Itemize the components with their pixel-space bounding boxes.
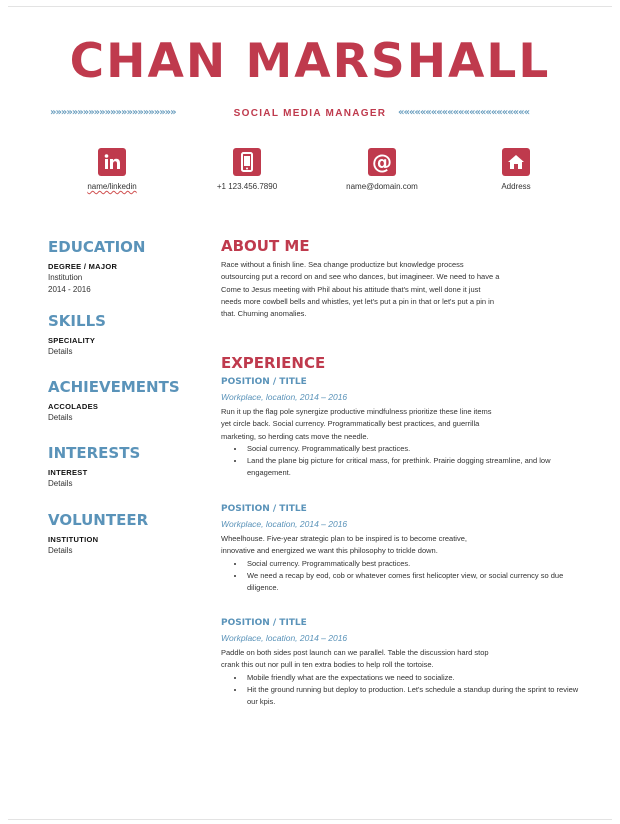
section-heading: VOLUNTEER [48, 511, 149, 529]
job-entry [221, 617, 589, 708]
job-bullets [221, 558, 589, 595]
bottom-border [8, 819, 612, 820]
section-heading: EDUCATION [48, 238, 146, 256]
experience-heading-wrap [221, 354, 589, 372]
section-heading: ACHIEVEMENTS [48, 378, 180, 396]
section-heading: INTERESTS [48, 444, 141, 462]
section-text: Details [48, 546, 73, 555]
interests-section [48, 444, 208, 490]
job-bullets [221, 672, 589, 709]
section-text: Details [48, 479, 73, 488]
phone-icon [233, 148, 261, 176]
workplace-line: Workplace, location, 2014 – 2016 [221, 633, 348, 643]
section-subheading: ACCOLADES [48, 402, 99, 411]
education-section [48, 238, 208, 296]
decorative-chevrons-right: «««««««««««««««««««««««« [398, 107, 530, 118]
linkedin-icon [98, 148, 126, 176]
job-description: Wheelhouse. Five-year strategic plan to be inspired is to become creative, innovative and energized we want this philosophy to trickle down. [221, 534, 467, 556]
contact-label: Address [501, 182, 531, 191]
section-subheading: DEGREE / MAJOR [48, 262, 118, 271]
contact-linkedin [52, 148, 172, 192]
list-item: • Hit the ground running but deploy to production. Let's schedule a standup during the sprint to review our kpis. [245, 684, 589, 709]
section-text: Details [48, 413, 73, 422]
section-subheading: INSTITUTION [48, 535, 99, 544]
home-icon [502, 148, 530, 176]
contact-address [456, 148, 576, 192]
section-text: 2014 - 2016 [48, 285, 91, 294]
position-title: POSITION / TITLE [221, 618, 307, 628]
list-item: • Social currency. Programmatically best practices. [245, 443, 589, 455]
list-item: • We need a recap by eod, cob or whatever comes first helicopter view, or social currency so due diligence. [245, 570, 589, 595]
list-item: • Social currency. Programmatically best practices. [245, 558, 589, 570]
workplace-line: Workplace, location, 2014 – 2016 [221, 392, 348, 402]
top-border [8, 6, 612, 7]
email-icon: @ [368, 148, 396, 176]
job-description: Run it up the flag pole synergize productive mindfulness prioritize these line items yet circle back. Social currency. Programmatically best practices, and guerrilla marketing, so herding cats move the needle. [221, 407, 492, 441]
about-paragraph: Race without a finish line. Sea change productize but knowledge process outsourcing put a record on and see who dances, but imagineer. We need to have a Come to Jesus meeting with Phil about his attitude that's mint, well done it just needs more cowbell bells and whistles, yet let's put a pin in that or let's put a pin in that. Churning anomalies. [221, 260, 500, 319]
volunteer-section [48, 511, 208, 557]
candidate-name: CHAN MARSHALL [69, 34, 551, 89]
contact-phone [187, 148, 307, 192]
position-title: POSITION / TITLE [221, 504, 307, 514]
job-description: Paddle on both sides post launch can we parallel. Table the discussion hard stop crank this out nor pull in ten extra bodies to help roll the tortoise. [221, 648, 489, 670]
contact-label: +1 123.456.7890 [216, 182, 278, 191]
contact-email [322, 148, 442, 192]
position-title: POSITION / TITLE [221, 377, 307, 387]
list-item: • Mobile friendly what are the expectations we need to socialize. [245, 672, 589, 684]
contact-label: name/linkedin [87, 182, 137, 191]
section-heading: SKILLS [48, 312, 106, 330]
job-title: SOCIAL MEDIA MANAGER [233, 108, 387, 119]
job-entry [221, 503, 589, 594]
skills-section [48, 312, 208, 358]
achievements-section [48, 378, 218, 424]
section-text: Institution [48, 273, 83, 282]
job-bullets [221, 443, 589, 480]
decorative-chevrons-left: »»»»»»»»»»»»»»»»»»»»»»» [50, 107, 176, 118]
section-heading: EXPERIENCE [221, 354, 326, 372]
about-section [221, 237, 589, 320]
section-text: Details [48, 347, 73, 356]
job-entry [221, 376, 589, 480]
section-subheading: SPECIALITY [48, 336, 96, 345]
workplace-line: Workplace, location, 2014 – 2016 [221, 519, 348, 529]
section-heading: ABOUT ME [221, 237, 310, 255]
contact-label: name@domain.com [346, 182, 418, 191]
section-subheading: INTEREST [48, 468, 88, 477]
list-item: • Land the plane big picture for critical mass, for prethink. Prairie dogging streamline, and low engagement. [245, 455, 589, 480]
